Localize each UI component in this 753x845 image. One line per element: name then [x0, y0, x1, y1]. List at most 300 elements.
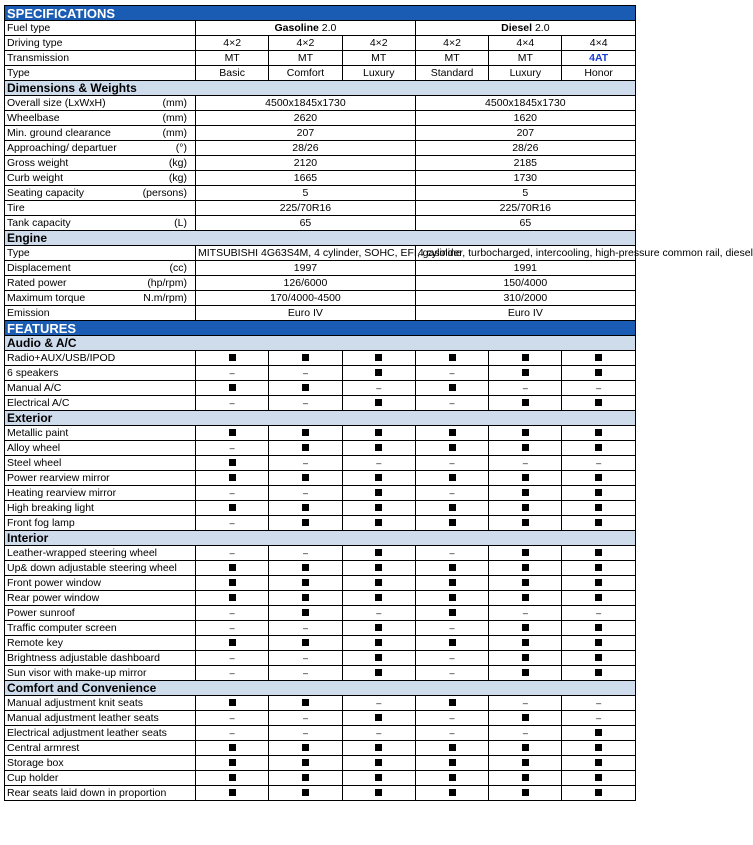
dash-mark: – [229, 487, 235, 498]
feature-unavailable-mark [415, 456, 488, 471]
row-label [5, 171, 196, 186]
filled-square-icon [522, 444, 529, 451]
row-label-text: Sun visor with make-up mirror [7, 666, 147, 679]
section-header [5, 411, 636, 426]
spec-cell: MT [489, 51, 562, 66]
filled-square-icon [595, 729, 602, 736]
table-row [5, 186, 636, 201]
filled-square-icon [375, 489, 382, 496]
filled-square-icon [375, 774, 382, 781]
dash-mark: – [449, 712, 455, 723]
row-label-text: Steel wheel [7, 456, 62, 469]
dash-mark: – [302, 727, 308, 738]
filled-square-icon [595, 654, 602, 661]
feature-unavailable-mark [196, 606, 269, 621]
table-row [5, 771, 636, 786]
filled-square-icon [375, 399, 382, 406]
filled-square-icon [595, 519, 602, 526]
row-label [5, 21, 196, 36]
filled-square-icon [522, 489, 529, 496]
row-label-text: Cup holder [7, 771, 59, 784]
filled-square-icon [302, 519, 309, 526]
feature-available-mark [489, 516, 562, 531]
row-label-text: Manual adjustment leather seats [7, 711, 159, 724]
feature-available-mark [196, 501, 269, 516]
section-title: Interior [5, 531, 636, 546]
feature-available-mark [269, 426, 342, 441]
feature-available-mark [415, 441, 488, 456]
feature-available-mark [415, 501, 488, 516]
feature-available-mark [415, 741, 488, 756]
spec-value: Euro IV [196, 306, 416, 321]
fuel-name: Diesel [501, 21, 533, 34]
feature-unavailable-mark [415, 651, 488, 666]
row-label-text: Seating capacity [7, 186, 85, 199]
row-label-text: Central armrest [7, 741, 80, 754]
row-label [5, 666, 196, 681]
dash-mark: – [376, 727, 382, 738]
feature-unavailable-mark [196, 621, 269, 636]
feature-unavailable-mark [269, 651, 342, 666]
feature-unavailable-mark [562, 381, 635, 396]
row-label [5, 576, 196, 591]
feature-available-mark [269, 516, 342, 531]
filled-square-icon [449, 744, 456, 751]
feature-available-mark [196, 456, 269, 471]
feature-available-mark [562, 591, 635, 606]
row-label [5, 516, 196, 531]
feature-unavailable-mark [562, 711, 635, 726]
feature-available-mark [269, 381, 342, 396]
dash-mark: – [596, 382, 602, 393]
filled-square-icon [449, 579, 456, 586]
row-label-text: Manual adjustment knit seats [7, 696, 143, 709]
spec-value: 28/26 [415, 141, 635, 156]
row-label-text: Metallic paint [7, 426, 69, 439]
filled-square-icon [375, 429, 382, 436]
table-row [5, 366, 636, 381]
feature-available-mark [562, 396, 635, 411]
row-label-text: Overall size (LxWxH) [7, 96, 106, 109]
spec-cell: Basic [196, 66, 269, 81]
table-row [5, 246, 636, 261]
feature-available-mark [562, 741, 635, 756]
spec-value: 1997 [196, 261, 416, 276]
dash-mark: – [229, 397, 235, 408]
spec-value: 65 [196, 216, 416, 231]
row-label-text: Radio+AUX/USB/IPOD [7, 351, 116, 364]
row-label [5, 201, 196, 216]
spec-value: 28/26 [196, 141, 416, 156]
spec-value: 5 [415, 186, 635, 201]
row-label [5, 771, 196, 786]
feature-available-mark [562, 576, 635, 591]
row-label-text: Heating rearview mirror [7, 486, 117, 499]
row-unit: (mm) [162, 111, 187, 124]
dash-mark: – [449, 457, 455, 468]
feature-available-mark [342, 621, 415, 636]
filled-square-icon [449, 609, 456, 616]
spec-value: 2120 [196, 156, 416, 171]
feature-available-mark [489, 441, 562, 456]
dash-mark: – [522, 727, 528, 738]
filled-square-icon [302, 699, 309, 706]
feature-available-mark [562, 441, 635, 456]
row-label [5, 501, 196, 516]
feature-available-mark [562, 366, 635, 381]
feature-available-mark [562, 651, 635, 666]
spec-cell: MT [415, 51, 488, 66]
section-title: Dimensions & Weights [5, 81, 636, 96]
table-row [5, 516, 636, 531]
filled-square-icon [522, 474, 529, 481]
feature-available-mark [489, 576, 562, 591]
table-row [5, 201, 636, 216]
filled-square-icon [302, 639, 309, 646]
table-row [5, 396, 636, 411]
row-unit: (persons) [142, 186, 187, 199]
feature-available-mark [489, 666, 562, 681]
feature-unavailable-mark [269, 726, 342, 741]
table-row [5, 741, 636, 756]
row-label [5, 426, 196, 441]
filled-square-icon [595, 549, 602, 556]
feature-available-mark [269, 576, 342, 591]
feature-available-mark [342, 486, 415, 501]
dash-mark: – [302, 547, 308, 558]
filled-square-icon [375, 519, 382, 526]
feature-available-mark [269, 561, 342, 576]
dash-mark: – [229, 607, 235, 618]
spec-cell: Comfort [269, 66, 342, 81]
filled-square-icon [522, 399, 529, 406]
dash-mark: – [522, 382, 528, 393]
dash-mark: – [522, 697, 528, 708]
feature-available-mark [196, 756, 269, 771]
feature-available-mark [562, 426, 635, 441]
spec-cell: 4×4 [489, 36, 562, 51]
row-label-text: Electrical A/C [7, 396, 70, 409]
filled-square-icon [302, 594, 309, 601]
filled-square-icon [229, 474, 236, 481]
row-label-text: Emission [7, 306, 50, 319]
table-row [5, 96, 636, 111]
feature-available-mark [342, 351, 415, 366]
dash-mark: – [302, 667, 308, 678]
filled-square-icon [375, 504, 382, 511]
feature-available-mark [415, 516, 488, 531]
feature-available-mark [489, 741, 562, 756]
filled-square-icon [302, 564, 309, 571]
feature-unavailable-mark [269, 546, 342, 561]
feature-available-mark [342, 666, 415, 681]
filled-square-icon [595, 744, 602, 751]
row-unit: (L) [174, 216, 187, 229]
feature-unavailable-mark [415, 366, 488, 381]
spec-value: 225/70R16 [415, 201, 635, 216]
feature-unavailable-mark [415, 666, 488, 681]
feature-available-mark [342, 471, 415, 486]
dash-mark: – [302, 367, 308, 378]
row-label [5, 621, 196, 636]
filled-square-icon [522, 669, 529, 676]
feature-available-mark [415, 606, 488, 621]
feature-available-mark [489, 501, 562, 516]
filled-square-icon [522, 519, 529, 526]
feature-available-mark [269, 471, 342, 486]
filled-square-icon [595, 504, 602, 511]
feature-available-mark [562, 351, 635, 366]
fuel-name: Gasoline [274, 21, 319, 34]
feature-available-mark [342, 546, 415, 561]
feature-available-mark [342, 561, 415, 576]
row-label-text: Alloy wheel [7, 441, 61, 454]
feature-available-mark [196, 771, 269, 786]
table-row [5, 486, 636, 501]
feature-available-mark [415, 576, 488, 591]
filled-square-icon [595, 639, 602, 646]
row-label [5, 756, 196, 771]
feature-unavailable-mark [342, 606, 415, 621]
filled-square-icon [449, 564, 456, 571]
feature-unavailable-mark [269, 666, 342, 681]
feature-unavailable-mark [489, 606, 562, 621]
feature-available-mark [196, 351, 269, 366]
row-label-text: Storage box [7, 756, 64, 769]
specifications-table [4, 5, 753, 801]
row-label [5, 636, 196, 651]
spec-value: 2185 [415, 156, 635, 171]
table-row [5, 426, 636, 441]
dash-mark: – [229, 652, 235, 663]
filled-square-icon [522, 504, 529, 511]
table-row [5, 141, 636, 156]
filled-square-icon [522, 429, 529, 436]
feature-available-mark [489, 636, 562, 651]
spec-cell: MT [196, 51, 269, 66]
table-row [5, 276, 636, 291]
filled-square-icon [229, 429, 236, 436]
dash-mark: – [449, 547, 455, 558]
row-label [5, 651, 196, 666]
row-label-text: Gross weight [7, 156, 69, 169]
filled-square-icon [522, 354, 529, 361]
filled-square-icon [449, 519, 456, 526]
feature-available-mark [269, 501, 342, 516]
feature-unavailable-mark [562, 606, 635, 621]
filled-square-icon [375, 654, 382, 661]
spec-cell: 4×2 [196, 36, 269, 51]
dash-mark: – [449, 622, 455, 633]
feature-available-mark [562, 666, 635, 681]
spec-value: Euro IV [415, 306, 635, 321]
row-label-text: High breaking light [7, 501, 94, 514]
feature-available-mark [342, 756, 415, 771]
row-label-text: Curb weight [7, 171, 64, 184]
filled-square-icon [229, 459, 236, 466]
table-row [5, 51, 636, 66]
table-row [5, 651, 636, 666]
filled-square-icon [375, 669, 382, 676]
row-label-text: Power rearview mirror [7, 471, 110, 484]
dash-mark: – [229, 442, 235, 453]
row-unit: (cc) [169, 261, 187, 274]
row-label [5, 126, 196, 141]
spec-cell: Luxury [489, 66, 562, 81]
feature-unavailable-mark [415, 546, 488, 561]
filled-square-icon [229, 759, 236, 766]
feature-unavailable-mark [269, 621, 342, 636]
main-header-features [5, 321, 636, 336]
feature-available-mark [489, 561, 562, 576]
feature-unavailable-mark [415, 396, 488, 411]
feature-available-mark [415, 696, 488, 711]
feature-available-mark [562, 756, 635, 771]
filled-square-icon [302, 759, 309, 766]
table-row [5, 726, 636, 741]
main-header-specifications [5, 6, 636, 21]
spec-value: 126/6000 [196, 276, 416, 291]
feature-available-mark [196, 561, 269, 576]
table-row [5, 546, 636, 561]
dash-mark: – [376, 457, 382, 468]
filled-square-icon [595, 579, 602, 586]
feature-available-mark [269, 351, 342, 366]
filled-square-icon [302, 354, 309, 361]
dash-mark: – [302, 487, 308, 498]
spec-value: 1730 [415, 171, 635, 186]
feature-available-mark [415, 471, 488, 486]
feature-available-mark [562, 726, 635, 741]
table-row [5, 786, 636, 801]
table-row [5, 261, 636, 276]
table-row [5, 696, 636, 711]
feature-available-mark [342, 441, 415, 456]
row-label [5, 66, 196, 81]
dash-mark: – [302, 712, 308, 723]
filled-square-icon [595, 789, 602, 796]
row-label-text: Manual A/C [7, 381, 62, 394]
feature-available-mark [415, 351, 488, 366]
filled-square-icon [229, 789, 236, 796]
feature-available-mark [489, 471, 562, 486]
table-row [5, 501, 636, 516]
filled-square-icon [449, 789, 456, 796]
spec-value: 1665 [196, 171, 416, 186]
row-label [5, 726, 196, 741]
dash-mark: – [229, 727, 235, 738]
filled-square-icon [595, 399, 602, 406]
feature-available-mark [562, 771, 635, 786]
row-unit: (kg) [168, 171, 187, 184]
row-label-text: Transmission [7, 51, 70, 64]
feature-unavailable-mark [269, 456, 342, 471]
feature-unavailable-mark [562, 696, 635, 711]
filled-square-icon [522, 639, 529, 646]
feature-available-mark [489, 621, 562, 636]
row-label [5, 456, 196, 471]
row-label [5, 246, 196, 261]
feature-available-mark [562, 621, 635, 636]
row-label-text: Fuel type [7, 21, 51, 34]
feature-unavailable-mark [415, 726, 488, 741]
dash-mark: – [596, 457, 602, 468]
filled-square-icon [229, 774, 236, 781]
dash-mark: – [522, 457, 528, 468]
dash-mark: – [449, 487, 455, 498]
spec-value: 65 [415, 216, 635, 231]
feature-unavailable-mark [342, 696, 415, 711]
row-label-text: Traffic computer screen [7, 621, 117, 634]
dash-mark: – [596, 697, 602, 708]
row-label [5, 291, 196, 306]
filled-square-icon [449, 354, 456, 361]
dash-mark: – [376, 382, 382, 393]
filled-square-icon [522, 579, 529, 586]
feature-available-mark [269, 591, 342, 606]
feature-available-mark [269, 441, 342, 456]
filled-square-icon [449, 474, 456, 481]
dash-mark: – [302, 652, 308, 663]
row-label-text: Up& down adjustable steering wheel [7, 561, 177, 574]
table-row [5, 66, 636, 81]
filled-square-icon [449, 639, 456, 646]
filled-square-icon [522, 594, 529, 601]
filled-square-icon [375, 759, 382, 766]
feature-available-mark [196, 591, 269, 606]
spec-value: 4500x1845x1730 [415, 96, 635, 111]
spec-value: 4500x1845x1730 [196, 96, 416, 111]
filled-square-icon [595, 774, 602, 781]
feature-unavailable-mark [196, 546, 269, 561]
filled-square-icon [595, 474, 602, 481]
filled-square-icon [449, 504, 456, 511]
fuel-group-header [415, 21, 635, 36]
feature-available-mark [342, 771, 415, 786]
feature-unavailable-mark [489, 696, 562, 711]
spec-value: 5 [196, 186, 416, 201]
row-label [5, 396, 196, 411]
filled-square-icon [449, 774, 456, 781]
filled-square-icon [375, 714, 382, 721]
row-label [5, 606, 196, 621]
filled-square-icon [595, 429, 602, 436]
filled-square-icon [595, 624, 602, 631]
section-header [5, 531, 636, 546]
filled-square-icon [522, 564, 529, 571]
row-label [5, 546, 196, 561]
table-row [5, 606, 636, 621]
section-title: Engine [5, 231, 636, 246]
filled-square-icon [522, 789, 529, 796]
feature-unavailable-mark [562, 456, 635, 471]
feature-unavailable-mark [489, 381, 562, 396]
filled-square-icon [522, 759, 529, 766]
feature-available-mark [415, 771, 488, 786]
filled-square-icon [595, 594, 602, 601]
feature-available-mark [489, 651, 562, 666]
table-row [5, 471, 636, 486]
spec-value: 1620 [415, 111, 635, 126]
spec-value: MITSUBISHI 4G63S4M, 4 cylinder, SOHC, EFI, gasoline [196, 246, 416, 261]
filled-square-icon [375, 564, 382, 571]
filled-square-icon [522, 549, 529, 556]
filled-square-icon [375, 789, 382, 796]
row-label [5, 741, 196, 756]
row-label [5, 711, 196, 726]
row-label [5, 156, 196, 171]
filled-square-icon [522, 654, 529, 661]
